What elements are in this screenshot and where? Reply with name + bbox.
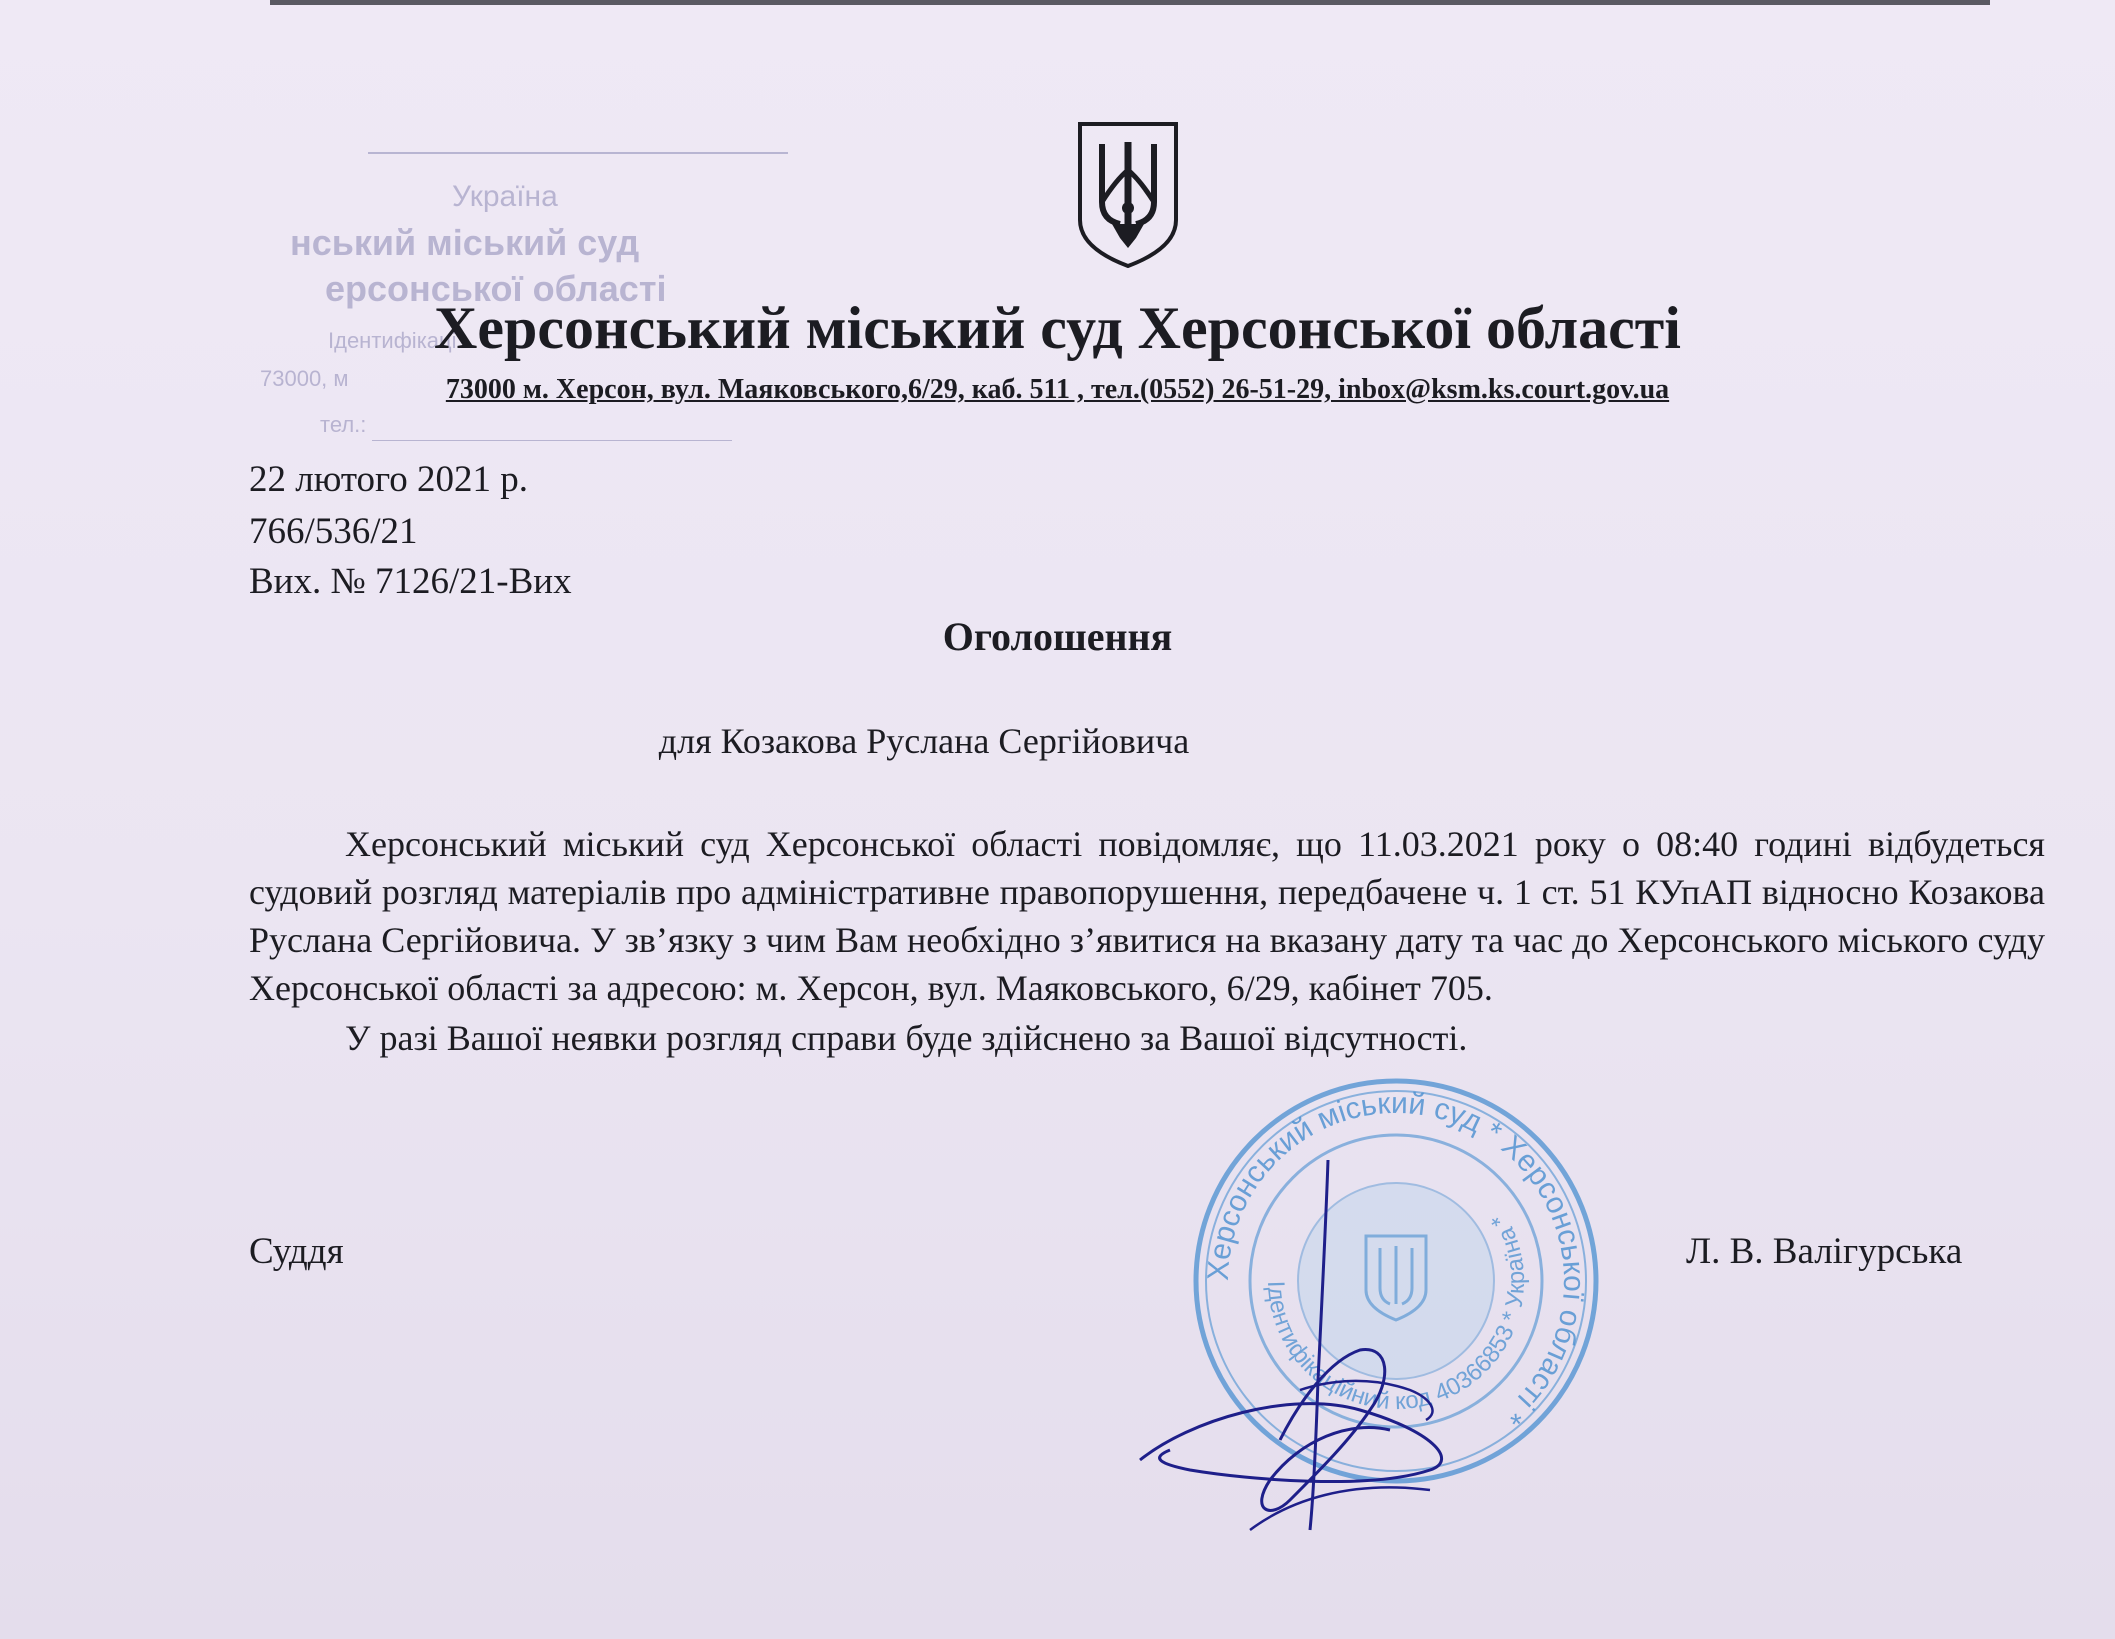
- recipient-line: для Козакова Руслана Сергійовича: [658, 721, 1190, 761]
- signer-name: Л. В. Валігурська: [1686, 1231, 1963, 1272]
- trident-coat-of-arms-icon: [1072, 120, 1184, 268]
- court-address: 73000 м. Херсон, вул. Маяковського,6/29, каб. 511 , тел.(0552) 26-51-29, inbox@ksm.ks.court.gov.ua: [445, 374, 1670, 405]
- notice-paragraph-1: Херсонський міський суд Херсонської області повідомляє, що 11.03.2021 року о 08:40 годині відбудеться судовий розгляд матеріалів про адміністративне правопорушення, передбачене ч. 1 ст. 51 КУпАП відносно Козакова Руслана Сергійовича. У зв’язку з чим Вам необхідно з’явитися на вказану дату та час до Херсонського міського суду Херсонської області за адресою: м. Херсон, вул. Маяковського, 6/29, кабінет 705.: [249, 824, 2045, 1008]
- seal-inner-text: Ідентифікаційний код 40366853 * Україна *: [1261, 1208, 1531, 1416]
- registration-stamp-line5: 73000, м: [260, 366, 349, 391]
- notice-body: [249, 820, 2045, 1062]
- seal-ring-text: Херсонський міський суд * Херсонської області *: [1201, 1086, 1591, 1432]
- registration-stamp-line6: тел.:: [320, 412, 367, 437]
- case-number: 766/536/21: [249, 511, 418, 552]
- notice-paragraph-2: У разі Вашої неявки розгляд справи буде здійснено за Вашої відсутності.: [345, 1018, 1468, 1058]
- page-top-edge: [270, 0, 1990, 5]
- registration-stamp-line2: нський міський суд: [290, 222, 640, 263]
- outgoing-number: Вих. № 7126/21-Вих: [249, 561, 572, 602]
- registration-stamp-line4: Ідентифікаці: [328, 328, 457, 353]
- registration-stamp-line1: Україна: [452, 180, 558, 213]
- document-heading: Оголошення: [942, 614, 1173, 659]
- registration-stamp-line3: ерсонської області: [325, 268, 667, 309]
- signer-role: Суддя: [249, 1231, 344, 1272]
- court-name: Херсонський міський суд Херсонської області: [434, 295, 1681, 361]
- judge-signature: [1130, 1140, 1530, 1540]
- document-date: 22 лютого 2021 р.: [249, 459, 529, 500]
